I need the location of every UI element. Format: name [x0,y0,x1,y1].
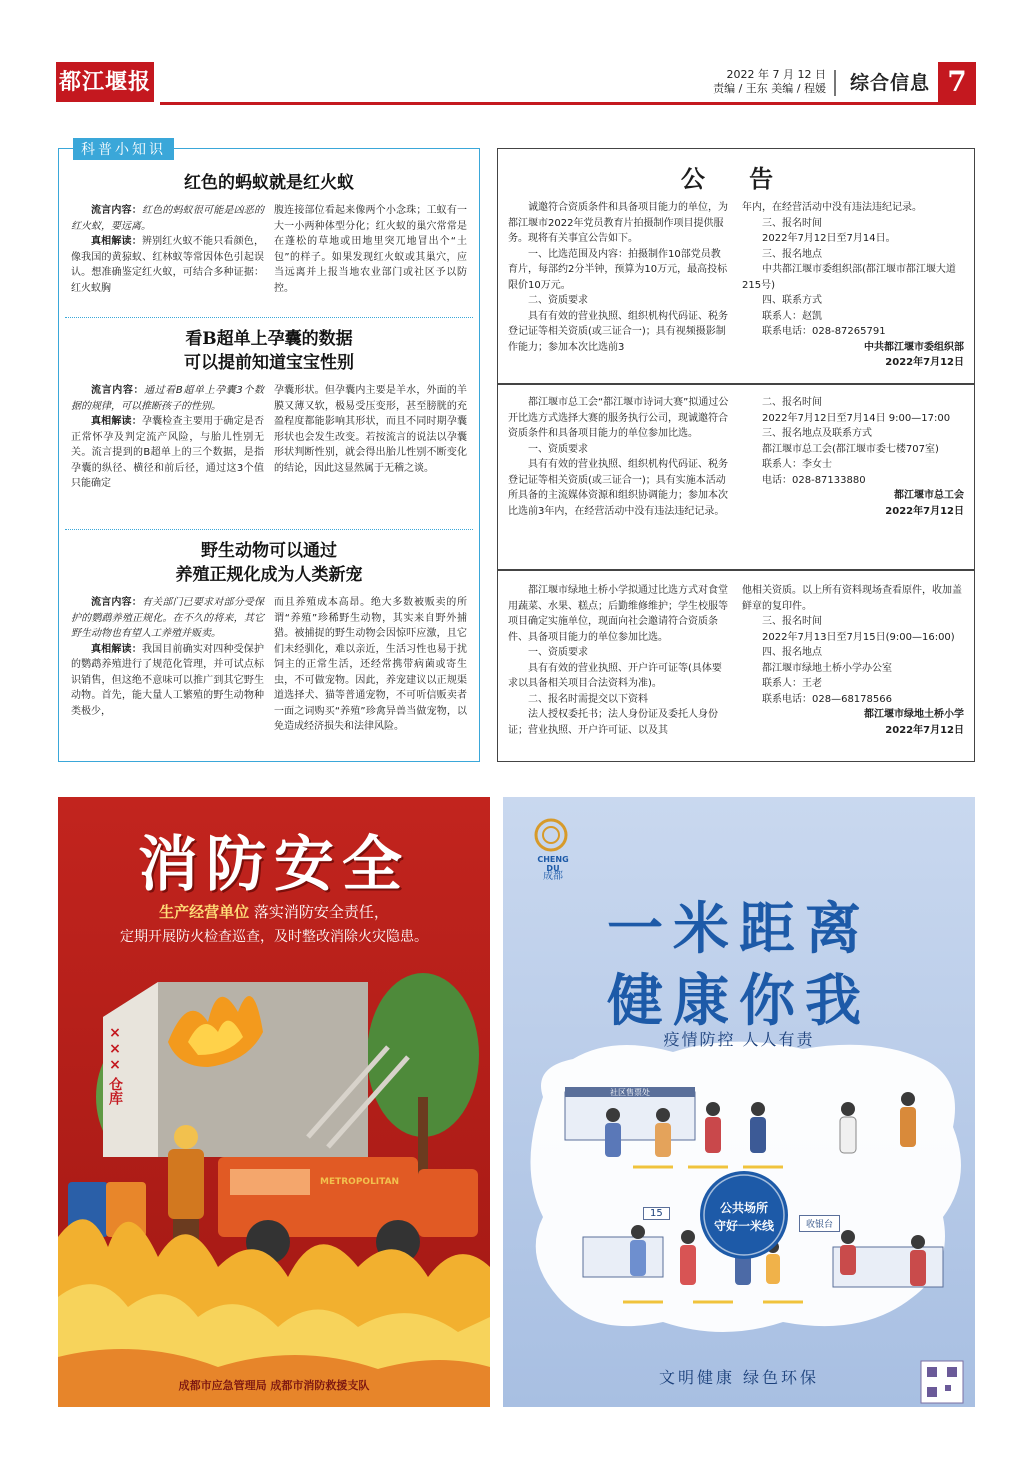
notice-paragraph: 联系电话：028-87265791 [762,326,886,337]
truth-label: 真相解读： [91,643,142,655]
science-box [58,142,480,762]
truth-text: 孕囊检查主要用于确定是否正常怀孕及判定流产风险，与胎儿性别无关。流言提到的B超单上的三个数据，是指孕囊的纵径、横径和前后径，通过这3个值只能确定 [71,416,264,489]
notice-paragraph: 联系电话：028—68178566 [762,693,892,705]
covid-poster-footer: 文明健康 绿色环保 [658,1368,820,1387]
article-title-line2[interactable]: 养殖正规化成为人类新宠 [175,565,363,585]
article-2 [59,327,479,492]
badge-line-2: 守好一米线 [713,1219,774,1233]
warehouse-sign-xxx: ××× [107,1025,123,1073]
notice-paragraph: 一、资质要求 [528,647,588,658]
notice-paragraph: 三、报名地点及联系方式 [762,428,872,439]
header-rule [160,102,976,105]
notice-paragraph: 二、报名时间 [762,397,822,408]
shop-sign-ticket: 社区售票处 [610,1088,650,1097]
notice-paragraph: 联系人：王老 [762,678,822,689]
fire-poster-line2: 定期开展防火检查巡查，及时整改消除火灾隐患。 [120,929,428,945]
notice-paragraph: 具有有效的营业执照、组织机构代码证、税务登记证等相关资质(或三证合一)；具有视频摄影制作能力；参加本次比选前3 [508,310,728,353]
notice-paragraph: 电话：028-87133880 [762,474,866,486]
rumor-text: 有关部门已要求对部分受保护的鹦鹉养殖正规化。在不久的将来，其它野生动物也有望人工养殖并贩卖。 [71,597,264,639]
covid-poster-title-1: 一米距离 [607,897,871,962]
badge-line-1: 公共场所 [719,1201,768,1215]
notice-paragraph: 具有有效的营业执照、组织机构代码证、税务登记证等相关资质(或三证合一)；具有实施本活动所具备的主流媒体资源和组织协调能力；参加本次比选前3年内，在经营活动中没有违法违纪记录。 [508,459,728,517]
notice-3 [497,570,975,762]
rumor-label: 流言内容： [91,205,142,216]
notice-1 [497,148,975,384]
article-1 [59,171,479,296]
notice-signature: 都江堰市绿地土桥小学 [864,709,964,720]
article-body: 孕囊形状。但孕囊内主要是羊水，外面的羊膜又薄又软，极易受压变形，甚至膀胱的充盈程度都能影响其形状，而且不同时期孕囊形状也会发生改变。若按流言的说法以孕囊形状判断性别，就会得出胎儿性别不断变化的结论，因此这显然属于无稽之谈。 [274,385,467,474]
notice-paragraph: 2022年7月12日至7月14日。 [762,233,896,244]
covid-poster[interactable] [503,797,975,1407]
notice-date: 2022年7月12日 [885,505,964,517]
notice-paragraph: 四、报名地点 [762,647,822,658]
notice-paragraph: 他相关资质。以上所有资料现场查看原件，收加盖鲜章的复印件。 [742,585,962,612]
notice-paragraph: 一、资质要求 [528,443,588,455]
notice-paragraph: 2022年7月13日至7月15日(9:00—16:00) [762,631,955,643]
queue-number: 15 [643,1207,670,1220]
notice-col-right [742,583,964,738]
rumor-text: 红色的蚂蚁很可能是凶恶的红火蚁，要远离。 [71,205,264,232]
issue-date: 2022 年 7 月 12 日 [726,68,826,81]
notice-paragraph: 四、联系方式 [762,295,822,306]
notice-col-left [508,583,730,738]
qr-code[interactable] [921,1361,963,1403]
notice-date: 2022年7月12日 [885,357,964,368]
notice-paragraph: 2022年7月12日至7月14日 9:00—17:00 [762,412,951,424]
notice-paragraph: 联系人：赵凯 [762,310,822,322]
page-number: 7 [938,62,976,102]
notice-title: 公 告 [680,164,792,193]
article-3 [59,539,479,735]
fire-poster-footer: 成都市应急管理局 成都市消防救援支队 [178,1379,370,1392]
newspaper-logo[interactable]: 都江堰报 [56,62,154,102]
rumor-label: 流言内容： [91,597,142,608]
notice-paragraph: 法人授权委托书；法人身份证及委托人身份证；营业执照、开户许可证、以及其 [508,709,718,736]
truth-label: 真相解读： [91,416,142,427]
notice-date: 2022年7月12日 [885,724,964,736]
notice-col-left [508,200,730,371]
article-body: 而且养殖成本高昂。绝大多数被贩卖的所谓“养殖”珍稀野生动物，其实来自野外捕猎。被捕捉的野生动物会因惊吓应激，且它们未经驯化，难以亲近，生活习性也易于扰饲主的正常生活，还经常携带病菌或寄生虫，不可做宠物。因此，养宠建议以正规渠道选择犬、猫等普通宠物，不可听信贩卖者一面之词购买“养殖”珍禽异兽当做宠物，以免造成经济损失和法律风险。 [274,597,467,732]
brand-logo-cn: 成都 [543,871,563,882]
notice-paragraph: 都江堰市总工会(都江堰市委七楼707室) [762,443,939,455]
covid-poster-title-2: 健康你我 [607,969,871,1034]
science-tab: 科普小知识 [73,138,174,160]
fire-poster-line1-text: 落实消防安全责任， [253,903,389,921]
notice-2 [497,384,975,570]
article-title[interactable]: 野生动物可以通过 [201,541,337,561]
section-name: 综合信息 [849,72,930,94]
notice-col-left [508,395,730,519]
truth-label: 真相解读： [91,236,142,247]
notice-paragraph: 都江堰市绿地土桥小学办公室 [762,662,892,674]
notice-paragraph: 联系人：李女士 [762,459,832,470]
article-body: 腹连接部位看起来像两个小念珠；工蚁有一大一小两种体型分化；红火蚁的巢穴常常是在蓬松的草地或田地里突兀地冒出个“土包”的样子。如果发现红火蚁或其巢穴，应当远离并上报当地农业部门或社区予以防控。 [274,205,467,294]
article-title[interactable]: 看B超单上孕囊的数据 [185,329,353,349]
shop-sign-cashier: 收银台 [799,1215,840,1232]
article-divider [65,529,473,530]
notice-paragraph: 诚邀符合资质条件和具备项目能力的单位，为都江堰市2022年党员教育片拍摄制作项目提供服务。现将有关事宜公告如下。 [508,202,728,244]
notice-col-right [742,395,964,519]
notice-paragraph: 二、报名时需提交以下资料 [528,693,648,705]
warehouse-sign-text: 仓库 [107,1077,123,1105]
notice-paragraph: 都江堰市总工会“都江堰市诗词大赛”拟通过公开比选方式选择大赛的服务执行公司，现诚邀符合资质条件和具备项目能力的单位参加比选。 [508,397,729,439]
notice-paragraph: 都江堰市绿地土桥小学拟通过比选方式对食堂用蔬菜、水果、糕点；后勤维修维护；学生校服等项目确定实施单位，现面向社会邀请符合资质条件、具备项目能力的单位参加比选。 [508,585,728,643]
notice-paragraph: 年内，在经营活动中没有违法违纪记录。 [742,202,922,213]
fire-safety-poster[interactable] [58,797,490,1407]
notice-signature: 都江堰市总工会 [894,490,964,501]
article-divider [65,317,473,318]
fire-poster-line1 [58,901,490,922]
notice-signature: 中共都江堰市委组织部 [864,341,964,353]
fire-poster-title: 消防安全 [138,830,410,900]
masthead [56,62,976,106]
notice-paragraph: 具有有效的营业执照、开户许可证等(具体要求以具备相关项目合法资料为准)。 [508,662,722,689]
brand-logo-en: CHENG DU [537,855,569,873]
rumor-label: 流言内容： [91,385,145,396]
warehouse-sign [107,1025,131,1105]
article-title-line2[interactable]: 可以提前知道宝宝性别 [184,353,354,373]
notice-paragraph: 二、资质要求 [528,295,588,306]
notice-paragraph: 三、报名时间 [762,217,822,229]
truth-text: 我国目前确实对四种受保护的鹦鹉养殖进行了规范化管理，并可试点标识销售，但这绝不意味可以推广到其它野生动物。首先，能大量人工繁殖的野生动物种类极少， [71,643,264,717]
header-divider [834,70,836,96]
truck-lettering: METROPOLITAN [320,1177,400,1187]
rumor-text: 通过看B超单上孕囊3个数据的规律，可以推断孩子的性别。 [71,385,264,412]
notice-paragraph: 三、报名时间 [762,616,822,627]
header-meta [713,68,826,96]
truth-text: 辨别红火蚁不能只看颜色，像我国的黄猄蚁、红林蚁等常因体色引起误认。想准确鉴定红火蚁，可结合多种证据：红火蚁胸 [71,236,264,294]
notice-paragraph: 一、比选范围及内容：拍摄制作10部党员教育片，每部约2分半钟，预算为10万元，最高投标限价10万元。 [508,248,728,291]
notice-paragraph: 三、报名地点 [762,248,822,260]
covid-poster-subtitle: 疫情防控 人人有责 [663,1030,815,1049]
notice-col-right [742,200,964,371]
article-title[interactable]: 红色的蚂蚁就是红火蚁 [184,173,354,193]
editors: 责编 / 王东 美编 / 程媛 [713,82,826,95]
fire-poster-line1-bold: 生产经营单位 [159,903,250,921]
notice-paragraph: 中共都江堰市委组织部(都江堰市都江堰大道215号) [742,264,956,291]
